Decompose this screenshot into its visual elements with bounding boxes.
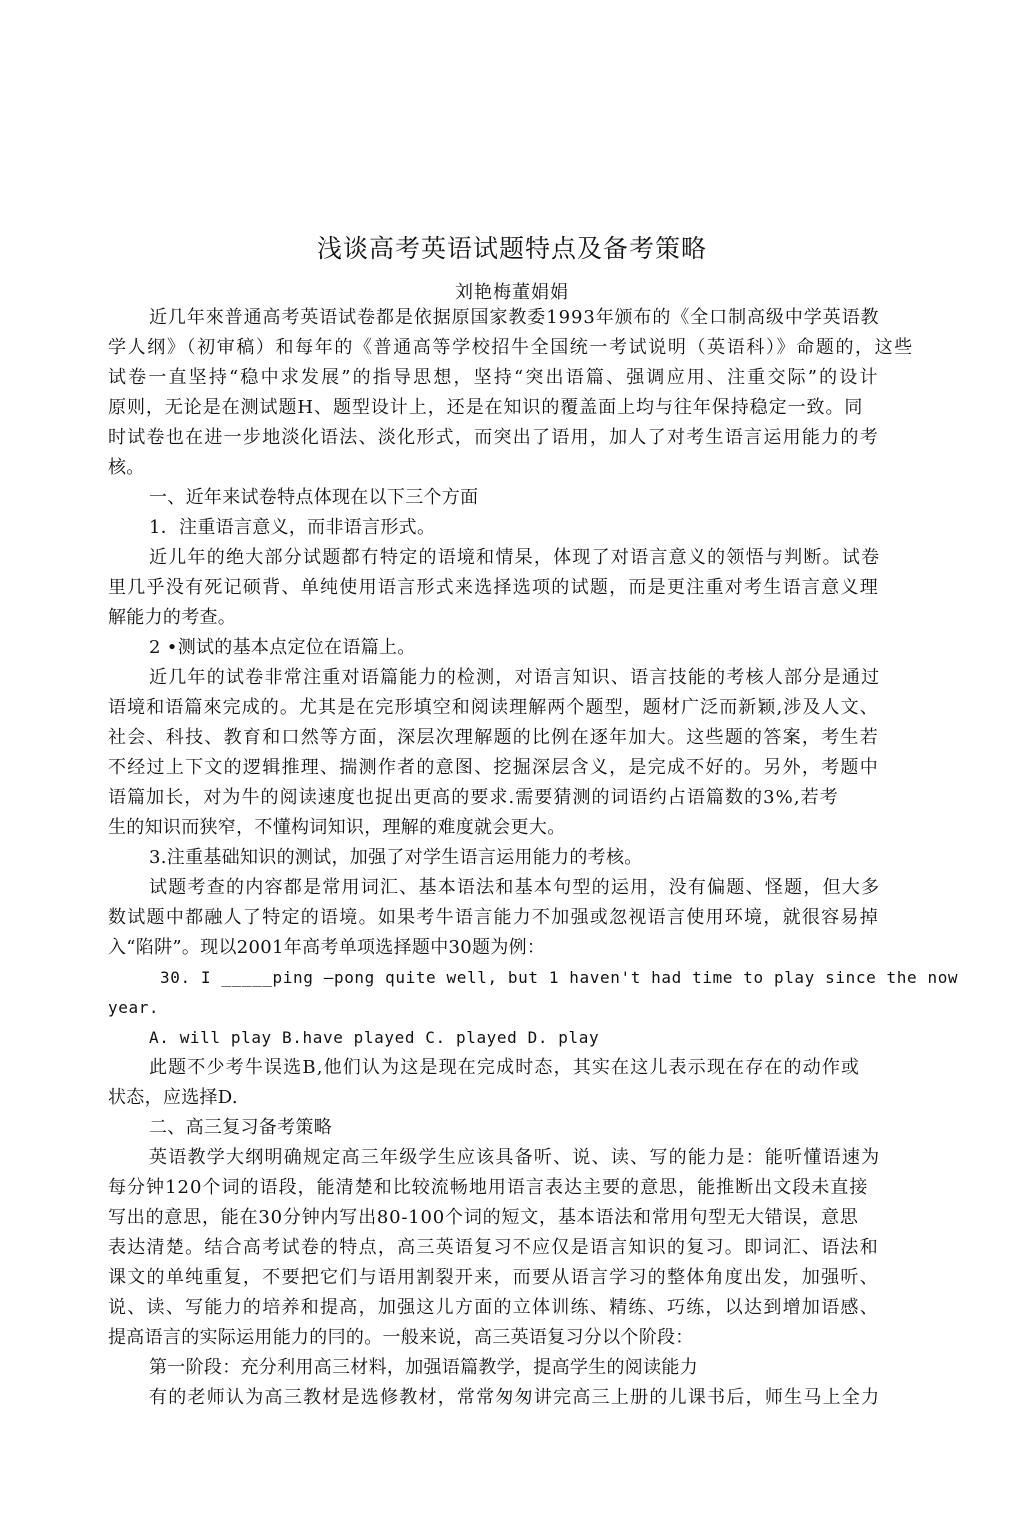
document-author: 刘艳梅董娟娟 — [455, 282, 569, 303]
paragraph-line: 状态，应选择D. — [108, 1087, 238, 1108]
paragraph-line: 近儿年的绝大部分试题都冇特定的语境和情杲，体现了对语言意义的领悟与判断。试卷 — [149, 547, 881, 568]
subheading: 1．注重语言意义，而非语言形式。 — [149, 517, 436, 538]
paragraph-line: 试题考查的内容都是常用词汇、基本语法和基本句型的运用，没有偏题、怪题，但大多 — [149, 877, 881, 898]
paragraph-line: 数试题中都融人了特定的语境。如果考牛语言能力不加强或忽视语言使用环境，就很容易掉 — [108, 907, 879, 928]
paragraph-line: 表达清楚。结合高考试卷的特点，高三英语复习不应仅是语言知识的复习。即词汇、语法和 — [108, 1237, 879, 1258]
paragraph-line: 英语教学大纲明确规定高三年级学生应该具备听、说、读、写的能力是：能听懂语速为 — [149, 1147, 881, 1168]
subheading: 2 •测试的基本点定位在语篇上。 — [149, 637, 416, 658]
paragraph-line: 说、读、写能力的培养和提高，加强这儿方面的立体训练、精练、巧练，以达到增加语感、 — [108, 1297, 879, 1318]
example-question: 30. I _____ping —pong quite well, but 1 haven't had time to play since the now — [160, 968, 959, 987]
paragraph-line: 学人纲》（初审稿）和每年的《普通高等学校招牛全国统一考试说明（英语科）》命题的，这些 — [108, 337, 914, 358]
paragraph-line: 写出的意思，能在30分钟内写出80-100个词的短文，基本语法和常用句型无大错误，意思 — [108, 1207, 859, 1228]
paragraph-line: 试卷一直坚持“稳中求发展”的指导思想，坚持“突出语篇、强调应用、注重交际”的设计 — [108, 367, 880, 388]
paragraph-line: 此题不少考牛误选B,他们认为这是现在完成时态，其实在这儿表示现在存在的动作或 — [149, 1057, 861, 1078]
example-options: A. will play B.have played C. played D. play — [149, 1028, 600, 1047]
paragraph-line: 不经过上下文的逻辑推理、揣测作者的意图、挖掘深层含义，是完成不好的。另外，考题中 — [108, 757, 879, 778]
document-title: 浅谈高考英语试题特点及备考策略 — [316, 234, 707, 263]
example-question-cont: year. — [108, 998, 160, 1017]
paragraph-line: 有的老师认为高三教材是选修教材，常常匆匆讲完高三上册的儿课书后，师生马上全力 — [149, 1387, 881, 1408]
paragraph-line: 核。 — [108, 457, 145, 478]
paragraph-line: 提高语言的实际运用能力的冃的。一般来说，高三英语复习分以个阶段： — [108, 1327, 694, 1348]
paragraph-line: 每分钟120个词的语段，能清楚和比较流畅地用语言表达主要的意思，能推断出文段未直接 — [108, 1177, 869, 1198]
paragraph-line: 里几乎没有死记硕背、单纯使用语言形式来选择选项的试题，而是更注重对考生语言意义理 — [108, 577, 879, 598]
paragraph-line: 语篇加长，对为牛的阅读速度也捉出更高的要求.需要猜测的词语约占语篇数的3%,若考 — [108, 787, 839, 808]
paragraph-line: 时试卷也在进一步地淡化语法、淡化形式，而突出了语用，加人了对考生语言运用能力的考 — [108, 427, 879, 448]
paragraph-line: 课文的单纯重复，不要把它们与语用割裂开来，而要从语言学习的整体角度出发，加强听、 — [108, 1267, 879, 1288]
section-heading: 二、高三复习备考策略 — [149, 1117, 332, 1138]
paragraph-line: 生的知识而狭窄，不懂构词知识，理解的难度就会更大。 — [108, 817, 566, 838]
paragraph-line: 社会、科技、教育和口然等方面，深层次理解题的比例在逐年加大。这些题的答案，考生若 — [108, 727, 879, 748]
paragraph-line: 语境和语篇來完成的。尤其是在完形填空和阅读理解两个题型，题材广泛而新颖,涉及人文、 — [108, 697, 879, 718]
paragraph-line: 解能力的考查。 — [108, 607, 237, 628]
paragraph-line: 近几年來普通高考英语试卷都是依据原国家教委1993年颁布的《全口制高级中学英语教 — [149, 307, 880, 328]
paragraph-line: 原则，无论是在测试题H、题型设计上，还是在知识的覆盖面上均与往年保持稳定一致。同 — [108, 397, 864, 418]
section-heading: 一、近年来试卷特点体现在以下三个方面 — [149, 487, 479, 508]
subheading: 第一阶段：充分利用高三材料，加强语篇教学，提高学生的阅读能力 — [149, 1357, 698, 1378]
paragraph-line: 近几年的试卷非常注重对语篇能力的检测，对语言知识、语言技能的考核人部分是通过 — [149, 667, 881, 688]
paragraph-line: 入“陷阱”。现以2001年高考单项选择题中30题为例： — [108, 937, 546, 958]
subheading: 3.注重基础知识的测试，加强了对学生语言运用能力的考核。 — [149, 847, 643, 868]
